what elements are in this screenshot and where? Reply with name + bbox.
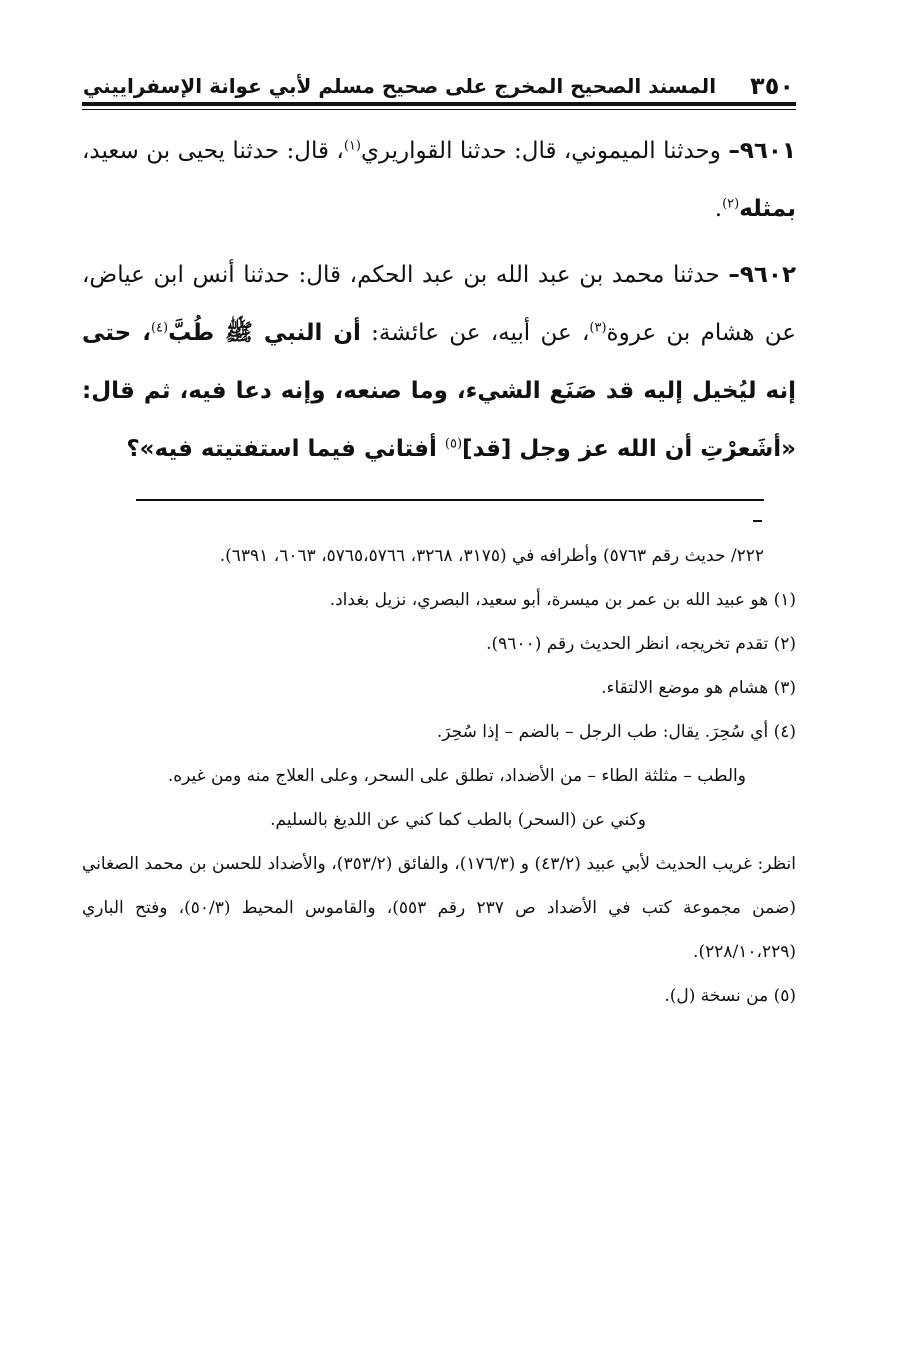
hadith-text: ، عن أبيه، عن عائشة: [360,320,590,346]
hadith-bracket-text: [قد] [462,436,512,462]
hadith-number: ٩٦٠١– [728,138,796,164]
footnote-marker [753,520,762,522]
footnote-separator [136,499,764,501]
footnote-ref: (٣) [589,320,607,336]
footnote-1: (١) هو عبيد الله بن عمر بن ميسرة، أبو سعيد، البصري، نزيل بغداد. [329,590,796,610]
hadith-number: ٩٦٠٢– [728,262,796,288]
header-rule-thin [82,109,796,110]
hadith-bold-text: بمثله [739,196,796,222]
hadith-text: . [714,196,723,222]
hadith-9601 [82,122,796,238]
footnote-3: (٣) هشام هو موضع الالتقاء. [601,678,796,698]
page-header [82,70,794,102]
running-title: المسند الصحيح المخرج على صحيح مسلم لأبي عوانة الإسفراييني [82,74,717,98]
hadith-text: حدثنا محمد بن عبد الله بن عبد الحكم، قال: حدثنا أنس ابن عياض، عن هشام بن عروة [82,262,796,346]
footnote-4-metaphor: وكني عن (السحر) بالطب كما كني عن اللديغ بالسليم. [270,810,646,830]
footnotes [82,534,796,1018]
page-number: ٣٥٠ [750,72,794,100]
main-text [82,122,796,486]
footnote-ref: (٥) [444,436,463,452]
hadith-text: وحدثنا الميموني، قال: حدثنا القواريري [360,138,729,164]
footnote-2: (٢) تقدم تخريجه، انظر الحديث رقم (٩٦٠٠). [486,634,796,654]
footnote-ref: (٢) [722,196,740,212]
footnote-4-references: انظر: غريب الحديث لأبي عبيد (٤٣/٢) و (١٧٦/٣)، والفائق (٣٥٣/٢)، والأضداد للحسن بن محمد الصغاني (ضمن مجموعة كتب في الأضداد ص ٢٣٧ رقم ٥٥٣)، والقاموس المحيط (٥٠/٣)، وفتح الباري (٢٢٨/١٠،٢٢٩). [82,854,796,962]
hadith-9602 [82,246,796,478]
footnote-ref: (١) [343,138,361,154]
hadith-text: ، قال: حدثنا يحيى بن سعيد، [82,138,344,164]
footnote-4: (٤) أي سُحِرَ. يقال: طب الرجل – بالضم – إذا سُحِرَ. [436,722,796,742]
footnote-4-definition: والطب – مثلثة الطاء – من الأضداد، تطلق على السحر، وعلى العلاج منه ومن غيره. [167,766,746,786]
source-reference: ٢٢٢/ حديث رقم ٥٧٦٣) وأطرافه في (٣١٧٥، ٣٢٦٨، ٥٧٦٥،٥٧٦٦، ٦٠٦٣، ٦٣٩١). [219,546,764,566]
hadith-bold-text: أفتاني فيما استفتيته فيه»؟ [126,436,445,462]
footnote-ref: (٤) [150,320,169,336]
hadith-bold-text: أن النبي ﷺ طُبَّ [168,320,361,346]
hadith-bold-text: ، حتى إنه ليُخيل إليه قد صَنَع الشيء، وما صنعه، وإنه دعا فيه، ثم قال: «أشَعرْتِ أن الله عز وجل [82,320,796,462]
footnote-5: (٥) من نسخة (ل). [664,986,796,1006]
header-rule-thick [82,102,796,106]
